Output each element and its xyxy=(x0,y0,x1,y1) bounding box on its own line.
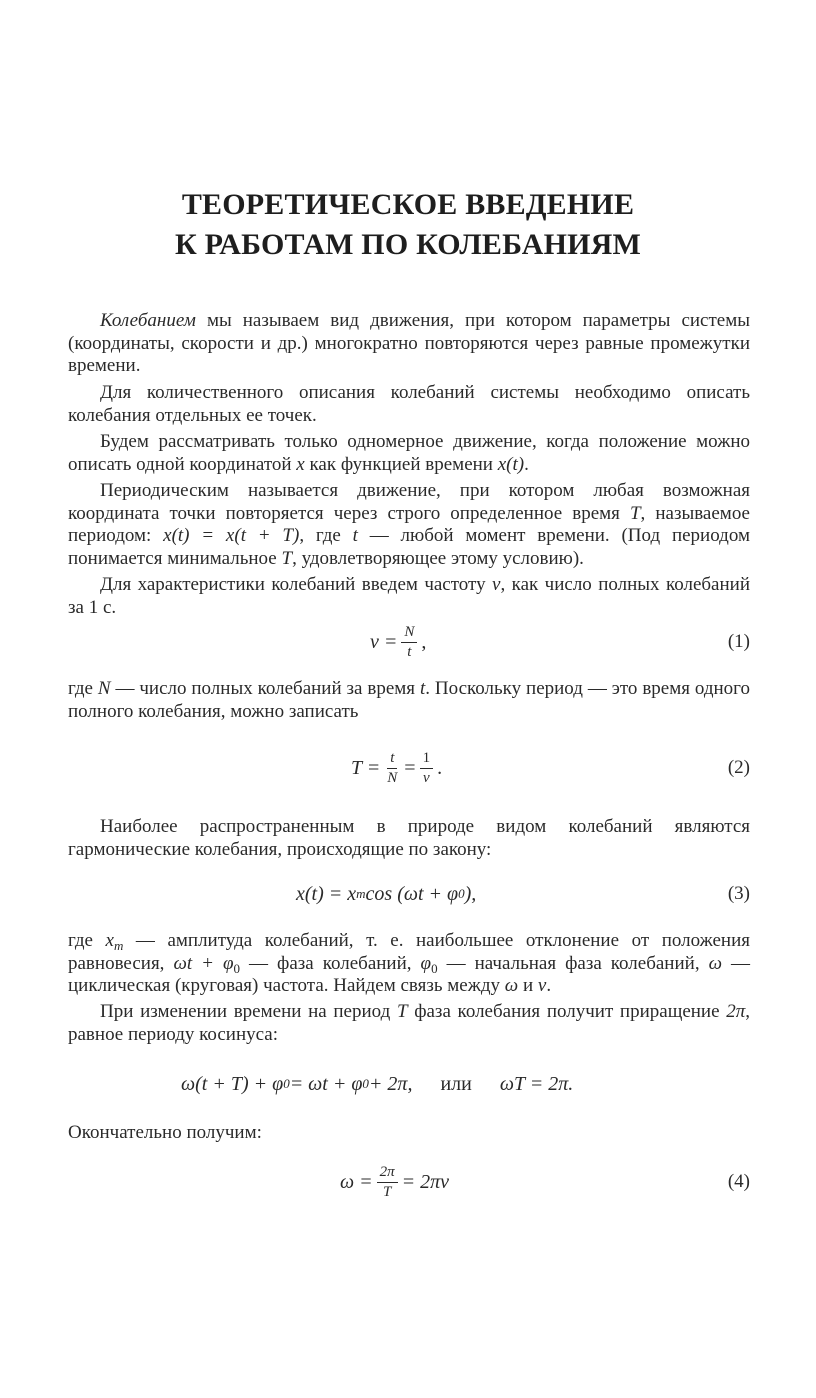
subscript: 0 xyxy=(233,960,241,976)
paragraph-harmonic: Наиболее распространенным в природе видом колебаний являются гармонические колебания, происходящие по закону: xyxy=(68,816,750,860)
eq-part: cos (ωt + φ xyxy=(365,882,459,905)
equation-4 xyxy=(68,1152,750,1212)
eq-part: ), xyxy=(464,882,477,905)
subscript: m xyxy=(113,938,124,953)
eq-part: x(t) = x xyxy=(296,882,357,905)
eq-part: ω(t + T) + φ xyxy=(181,1072,284,1095)
equation-phase-increment: ω(t + T) + φ 0 = ωt + φ 0 + 2π, или ωT = 2π. xyxy=(181,1072,574,1095)
paragraph-periodic xyxy=(68,480,750,570)
equation-number: (1) xyxy=(727,631,750,652)
equation-3: x(t) = x m cos (ωt + φ 0 ), (3) xyxy=(68,864,750,924)
page-title-line-2: К РАБОТАМ ПО КОЛЕБАНИЯМ xyxy=(174,228,642,261)
text: — начальная фаза колебаний, xyxy=(437,952,709,974)
math-x: x xyxy=(105,930,114,951)
equation-1 xyxy=(68,612,750,672)
math-N: N xyxy=(97,678,111,699)
paragraph-increment xyxy=(68,1001,750,1046)
subscript: 0 xyxy=(431,960,438,976)
math-phase: ωt + φ xyxy=(173,952,234,974)
math-nu: ν xyxy=(492,574,501,595)
text: где xyxy=(68,930,106,951)
text: — число полных колебаний за время xyxy=(110,678,420,699)
equation-2 xyxy=(68,738,750,798)
paragraph-description: Для количественного описания колебаний системы необходимо описать колебания отдельных ее точек. xyxy=(68,382,750,426)
denominator: t xyxy=(407,643,412,660)
equation-number: (2) xyxy=(727,757,750,778)
text: — амплитуда колебаний, т. е. наибольшее отклонение от положения равновесия, xyxy=(68,930,750,974)
eq-lhs: ν = xyxy=(370,630,398,653)
numerator: N xyxy=(401,624,417,643)
math-nu: ν xyxy=(537,975,547,996)
text: , удовлетворяющее этому условию). xyxy=(292,547,584,569)
math-x: x xyxy=(296,453,305,475)
text: и xyxy=(518,975,538,996)
math-omega: ω xyxy=(708,952,723,974)
paragraph-one-dimensional xyxy=(68,431,750,476)
text: где xyxy=(68,678,98,699)
text: Периодическим называется движение, при котором любая возможная координата точки повторяется через строго определенное время xyxy=(68,480,750,524)
eq-part: ωT = 2π. xyxy=(499,1072,574,1095)
equation-number: (4) xyxy=(727,1171,750,1192)
numerator: 1 xyxy=(420,750,434,769)
numerator: t xyxy=(387,750,397,769)
text: , как число полных колебаний за 1 с. xyxy=(68,574,750,618)
text: фаза колебания получит приращение xyxy=(407,1001,727,1022)
term-oscillation: Колебанием xyxy=(100,310,196,331)
eq-tail: , xyxy=(421,630,427,653)
fraction xyxy=(420,750,434,787)
page-title-line-1: ТЕОРЕТИЧЕСКОЕ ВВЕДЕНИЕ xyxy=(181,188,635,221)
eq-word: или xyxy=(440,1072,472,1095)
text: Для характеристики колебаний введем частоту xyxy=(100,574,493,595)
denominator: ν xyxy=(422,769,430,786)
fraction xyxy=(377,1164,398,1201)
paragraph-final: Окончательно получим: xyxy=(68,1122,262,1143)
fraction xyxy=(401,624,417,661)
eq-lhs: T = xyxy=(351,756,381,779)
paragraph-text: мы называем вид движения, при котором параметры системы (координаты, скорости и др.) многократно повторяются через равные промежутки времени. xyxy=(68,310,750,376)
fraction xyxy=(384,750,400,787)
eq-rhs: = 2πν xyxy=(401,1170,450,1193)
math-xt: x(t) xyxy=(497,453,525,475)
paragraph-definition xyxy=(68,310,750,378)
numerator: 2π xyxy=(377,1164,398,1183)
math-phi: φ xyxy=(420,952,432,974)
eq-part: = ωt + φ xyxy=(289,1072,363,1095)
text: . xyxy=(546,975,552,996)
math-T: T xyxy=(281,547,293,569)
math-t: t xyxy=(419,678,426,699)
math-t: t xyxy=(352,525,358,546)
equals: = xyxy=(404,756,416,779)
text: — любой момент времени. (Под периодом понимается минимальное xyxy=(68,525,750,569)
text: как функцией времени xyxy=(304,453,498,475)
equation-number: (3) xyxy=(727,883,750,904)
eq-tail: . xyxy=(437,756,443,779)
paragraph-period xyxy=(68,678,750,723)
eq-lhs: ω = xyxy=(340,1170,373,1193)
denominator: N xyxy=(387,769,398,786)
math-omega: ω xyxy=(504,975,519,996)
math-T: T xyxy=(396,1001,408,1022)
math-2pi: 2π xyxy=(726,1001,746,1022)
math-T: T xyxy=(629,502,641,524)
eq-part: + 2π, xyxy=(368,1072,413,1095)
denominator: T xyxy=(382,1183,392,1200)
text: , называемое периодом: xyxy=(68,502,750,546)
text: , где xyxy=(299,525,353,546)
text: , равное периоду косинуса: xyxy=(68,1001,750,1045)
text: — циклическая (круговая) частота. Найдем связь между xyxy=(68,952,751,996)
text: — фаза колебаний, xyxy=(240,952,421,974)
math-period-equation: x(t) = x(t + T) xyxy=(163,525,300,546)
text: Будем рассматривать только одномерное движение, когда положение можно описать одной координатой xyxy=(68,431,750,475)
text: . Поскольку период — это время одного полного колебания, можно записать xyxy=(68,678,750,722)
text: . xyxy=(524,453,529,475)
text: При изменении времени на период xyxy=(100,1001,397,1022)
paragraph-amplitude xyxy=(68,930,750,998)
